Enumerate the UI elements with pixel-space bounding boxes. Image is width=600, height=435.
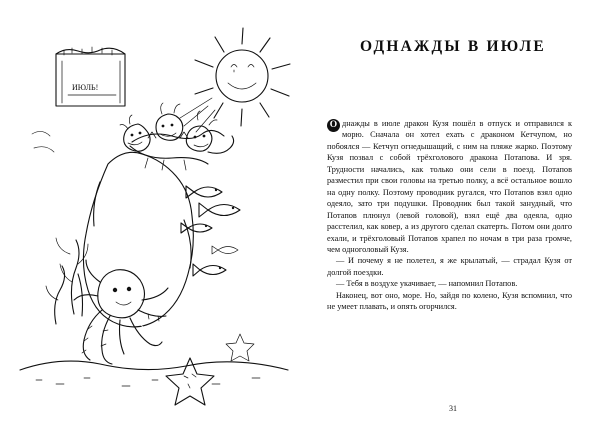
seaweed-icon bbox=[46, 238, 88, 324]
paragraph-1-text: днажды в июле дракон Кузя пошёл в отпуск и отправился к морю. Сначала он хотел ехать с драконом Кетчупом, но побоялся — Кетчуп огнедышащий, с ним на пляже жарко. Поэтому Кузя позвал с собой трёхголового дракона Потапова. И зря. Трудности начались, как только они сели в поезд. Потапов разместил при свои головы на третью полку, а всё остальное вошло на одну полку. Поэтому проводник ругался, что Потапов взял одно одеяло, зато три подушки. Проводник был такой занудный, что Потапов плюнул (левой головой), взял ещё два одеяла, одно расстелил, как ковер, а из другого сделал скатерть. Потом они долго ехали, и трёхголовый Потапов храпел по ночам в три раза громче, чем одноголовый Кузя. bbox=[327, 119, 572, 254]
calendar-label: ИЮЛЬ! bbox=[72, 83, 99, 92]
text-page bbox=[300, 0, 600, 435]
paragraph-2: — И почему я не полетел, я же крылатый, — страдал Кузя от долгой поездки. bbox=[327, 256, 572, 277]
paragraph-4: Наконец, вот оно, море. Но, зайдя по колено, Кузя вспомнил, что не умеет плавать, и опять огорчился. bbox=[327, 290, 572, 312]
sun-icon bbox=[180, 28, 290, 132]
paragraph-3: — Тебя в воздухе укачивает, — напомнил Потапов. bbox=[336, 279, 518, 289]
calendar-icon bbox=[56, 47, 125, 106]
body-text bbox=[327, 118, 572, 313]
ink-illustration bbox=[12, 14, 300, 414]
background-hatching bbox=[32, 131, 54, 152]
fish-icon bbox=[181, 186, 240, 276]
paragraph-1 bbox=[327, 118, 572, 255]
page-number: 31 bbox=[449, 404, 457, 413]
page-title: ОДНАЖДЫ В ИЮЛЕ bbox=[360, 38, 546, 55]
starfish-icon bbox=[166, 334, 254, 405]
drop-cap: О bbox=[327, 119, 340, 132]
rock-icon bbox=[83, 152, 193, 330]
seafloor-line bbox=[20, 361, 288, 386]
octopus-icon bbox=[74, 260, 168, 364]
